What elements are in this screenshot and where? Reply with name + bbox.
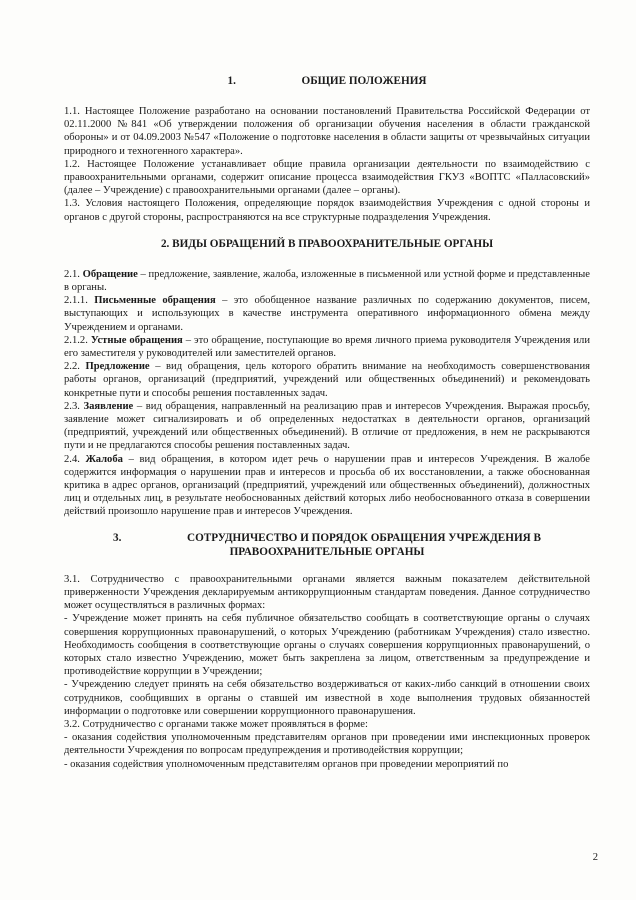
section-3-title-line-2: ПРАВООХРАНИТЕЛЬНЫЕ ОРГАНЫ <box>229 545 425 558</box>
paragraph-3-1-item-2: - Учреждению следует принять на себя обязательство воздерживаться от каких-либо санкций в отношении своих сотрудников, сообщивших в органы о ставшей им известной в ходе выполнения трудовых обязанностей информации о подготовке или совершении коррупционного правонарушения. <box>64 679 590 717</box>
paragraph-2-1-2-number: 2.1.2. <box>64 334 91 346</box>
paragraph-1-3: 1.3. Условия настоящего Положения, определяющие порядок взаимодействия Учреждения с одной стороны и органов с другой стороны, распространяются на все структурные подразделения Учреждения. <box>64 198 590 223</box>
paragraph-2-1-1-text: – это обобщенное название различных по содержанию документов, писем, выступающих и использующих в качестве инструмента оперативного информационного обмена между Учреждением и органами. <box>64 295 591 333</box>
term-written-appeals: Письменные обращения <box>94 295 216 307</box>
paragraph-2-2 <box>64 360 590 400</box>
section-2-heading: 2. ВИДЫ ОБРАЩЕНИЙ В ПРАВООХРАНИТЕЛЬНЫЕ ОРГАНЫ <box>160 237 494 250</box>
paragraph-2-4 <box>64 453 590 519</box>
section-1-heading <box>64 74 590 88</box>
paragraph-3-1-item-1: - Учреждение может принять на себя публичное обязательство сообщать в соответствующие органы о случаях совершения коррупционных правонарушений, о которых Учреждению (работникам Учреждения) стало известно. Необходимость сообщения в соответствующие органы о случаях совершения коррупционных правонарушений, о которых стало известно Учреждению, может быть закреплена за лицом, ответственным за предупреждение и противодействие коррупции в Учреждении; <box>64 613 590 678</box>
paragraph-2-2-number: 2.2. <box>64 361 86 373</box>
paragraph-1-1: 1.1. Настоящее Положение разработано на основании постановлений Правительства Российской Федерации от 02.11.2000 №841 «Об утверждении положения об организации обучения населения в области гражданской обороны» и от 04.09.2003 №547 «Положение о подготовке населения в области защиты от чрезвычайных ситуации природного и техногенного характера». <box>64 106 590 157</box>
paragraph-2-1-number: 2.1. <box>64 268 83 280</box>
section-3-title-text-1: СОТРУДНИЧЕСТВО И ПОРЯДОК ОБРАЩЕНИЯ УЧРЕЖДЕНИЯ В <box>186 531 541 544</box>
paragraph-2-1 <box>64 268 590 294</box>
term-proposal: Предложение <box>85 361 150 373</box>
section-3-number: 3. <box>112 531 122 544</box>
paragraph-2-2-text: – вид обращения, цель которого обратить внимание на необходимость совершенствования работы органов, организаций (предприятий, учреждений или общественных объединений) и рекомендовать конкретные пути и способы решения поставленных задач. <box>64 361 590 399</box>
paragraph-2-3-number: 2.3. <box>64 400 84 412</box>
paragraph-3-1: 3.1. Сотрудничество с правоохранительными органами является важным показателем действительной приверженности Учреждения декларируемым антикоррупционным стандартам поведения. Данное сотрудничество может осуществляться в различных формах: <box>64 573 590 612</box>
term-complaint: Жалоба <box>85 453 123 465</box>
section-3-title-line-1 <box>64 531 590 545</box>
term-statement: Заявление <box>83 400 134 412</box>
section-1-number: 1. <box>227 75 236 87</box>
term-appeal: Обращение <box>82 268 138 280</box>
paragraph-2-1-1-number: 2.1.1. <box>64 295 95 307</box>
paragraph-2-4-number: 2.4. <box>64 453 86 465</box>
paragraph-3-2-item-2: - оказания содействия уполномоченным представителям органов при проведении мероприятий по <box>64 758 509 770</box>
section-1-title: ОБЩИЕ ПОЛОЖЕНИЯ <box>301 75 427 87</box>
paragraph-2-3-text: – вид обращения, направленный на реализацию прав и интересов Учреждения. Выражая просьбу, заявление может сигнализировать и об определенных недостатках в деятельности органов, организаций (предприятий, учреждений или общественных объединений). В отличие от предложения, в нем не раскрываются пути и не предлагаются способы решения поставленных задач. <box>64 400 590 452</box>
paragraph-2-3 <box>64 400 590 453</box>
paragraph-3-2-item-1: - оказания содействия уполномоченным представителям органов при проведении ими инспекционных проверок деятельности Учреждения по вопросам предупреждения и противодействия коррупции; <box>64 732 590 757</box>
paragraph-2-1-2-text: – это обращение, поступающие во время личного приема руководителя Учреждения или его заместителя у руководителей или заместителей органов. <box>64 334 590 360</box>
paragraph-2-4-text: – вид обращения, в котором идет речь о нарушении прав и интересов Учреждения. В жалобе содержится информация о нарушении прав и интересов и просьба об их восстановлении, а также обоснованная критика в адрес органов, организаций (предприятий, учреждений или общественных объединений), должностных лиц и отдельных лиц, в результате необоснованных действий которых либо необоснованного отказа в совершении действий произошло нарушение прав и интересов Учреждения. <box>64 453 590 518</box>
paragraph-2-1-2 <box>64 334 590 360</box>
paragraph-3-2: 3.2. Сотрудничество с органами также может проявляться в форме: <box>64 718 368 730</box>
section-3-heading <box>64 531 590 559</box>
paragraph-2-1-text: – предложение, заявление, жалоба, изложенные в письменной или устной форме и представленные в органы. <box>64 268 590 294</box>
term-oral-appeals: Устные обращения <box>90 334 183 346</box>
paragraph-1-2: 1.2. Настоящее Положение устанавливает общие правила организации деятельности по взаимодействию с правоохранительными органами, содержит описание процесса взаимодействия ГКУЗ «ВОПТС «Палласовский» (далее – Учреждение) с правоохранительными органами (далее – органы). <box>64 158 590 197</box>
paragraph-2-1-1 <box>64 294 590 334</box>
page-number: 2 <box>592 852 598 863</box>
document-body <box>64 68 590 771</box>
